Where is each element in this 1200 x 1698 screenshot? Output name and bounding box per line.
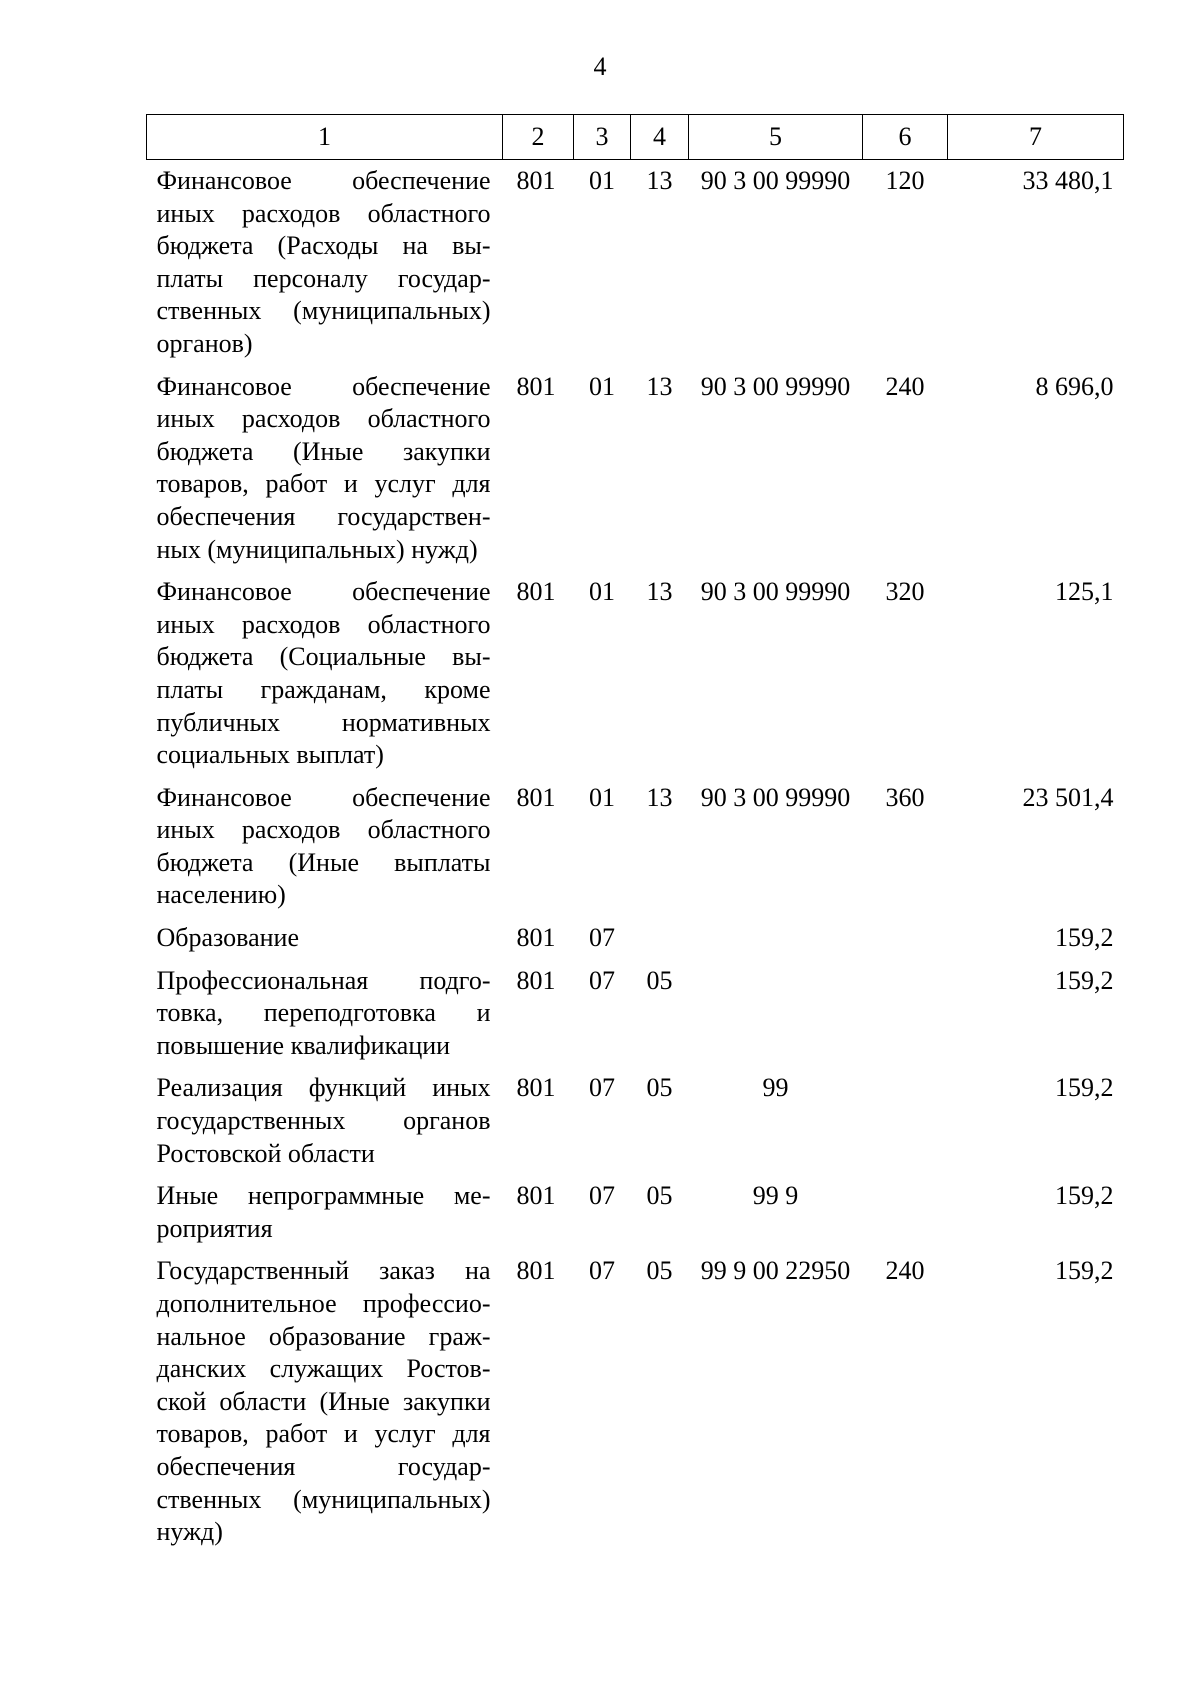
table-row	[147, 366, 1124, 572]
row-target-code	[689, 960, 863, 1068]
row-ministry-code: 801	[516, 577, 556, 607]
row-expense-type: 320	[885, 577, 925, 607]
row-section-code: 01	[589, 577, 615, 607]
row-subsection-code: 05	[646, 965, 673, 995]
table-row	[147, 917, 1124, 960]
table-row	[147, 777, 1124, 917]
row-section-code: 07	[589, 923, 615, 953]
table-row	[147, 960, 1124, 1068]
row-section-code: 01	[589, 782, 615, 812]
header-col-3: 3	[574, 115, 631, 160]
row-subsection-code: 13	[646, 577, 673, 607]
row-ministry-code: 801	[516, 1073, 556, 1103]
header-col-2: 2	[503, 115, 574, 160]
row-target-code: 90 3 00 99990	[700, 782, 851, 812]
table-row	[147, 1067, 1124, 1175]
table-row	[147, 571, 1124, 777]
row-name: Финансовое обеспечение иных расходов областного бюджета (Иные закупки товаров, работ и услуг для обеспечения государственных (муниципальных) нужд)	[156, 371, 491, 564]
row-ministry-code: 801	[516, 166, 556, 195]
row-amount: 8 696,0	[1035, 371, 1114, 401]
header-col-4: 4	[631, 115, 689, 160]
row-amount: 159,2	[1055, 1181, 1114, 1211]
row-name: Профессиональная подготовка, переподготовка и повышение квалификации	[156, 965, 491, 1060]
row-target-code	[689, 917, 863, 960]
row-target-code: 90 3 00 99990	[700, 371, 851, 401]
row-name: Государственный заказ на дополнительное профессиональное образование гражданских служащих Ростовской области (Иные закупки товаров, работ и услуг для обеспечения государственных (муниципальных) нужд)	[156, 1256, 491, 1547]
row-subsection-code: 05	[646, 1256, 673, 1286]
row-name: Иные непрограммные мероприятия	[156, 1181, 491, 1243]
row-ministry-code: 801	[516, 965, 556, 995]
row-ministry-code: 801	[516, 371, 556, 401]
row-section-code: 01	[589, 166, 615, 195]
row-expense-type: 240	[885, 1256, 925, 1286]
row-name: Финансовое обеспечение иных расходов областного бюджета (Иные выплаты населению)	[156, 782, 491, 910]
row-expense-type	[863, 917, 948, 960]
row-ministry-code: 801	[516, 923, 556, 953]
row-target-code: 90 3 00 99990	[700, 577, 851, 607]
row-section-code: 07	[589, 1256, 615, 1286]
header-col-6: 6	[863, 115, 948, 160]
row-amount: 159,2	[1055, 965, 1114, 995]
table-row	[147, 1175, 1124, 1250]
row-expense-type: 360	[885, 782, 925, 812]
row-expense-type	[863, 1175, 948, 1250]
header-row	[147, 115, 1124, 160]
table-body	[147, 160, 1124, 1554]
row-target-code: 99	[762, 1073, 789, 1103]
table-row	[147, 1250, 1124, 1553]
row-amount: 125,1	[1055, 577, 1114, 607]
budget-table	[146, 114, 1124, 1554]
row-expense-type: 120	[885, 166, 925, 195]
row-subsection-code: 05	[646, 1073, 673, 1103]
row-amount: 33 480,1	[1022, 166, 1114, 195]
row-subsection-code: 05	[646, 1181, 673, 1211]
row-target-code: 99 9 00 22950	[700, 1256, 851, 1286]
table-header	[147, 115, 1124, 160]
row-name: Финансовое обеспечение иных расходов областного бюджета (Социальные выплаты гражданам, кроме публичных нормативных социальных выплат)	[156, 577, 491, 770]
row-name: Реализация функций иных государственных органов Ростовской области	[156, 1073, 491, 1168]
row-expense-type: 240	[885, 371, 925, 401]
row-section-code: 07	[589, 965, 615, 995]
row-amount: 23 501,4	[1022, 782, 1114, 812]
row-expense-type	[863, 960, 948, 1068]
page-number: 4	[593, 52, 607, 81]
row-subsection-code: 13	[646, 371, 673, 401]
header-col-7: 7	[948, 115, 1124, 160]
row-amount: 159,2	[1055, 1256, 1114, 1286]
row-ministry-code: 801	[516, 1181, 556, 1211]
row-expense-type	[863, 1067, 948, 1175]
row-target-code: 99 9	[752, 1181, 799, 1211]
row-section-code: 01	[589, 371, 615, 401]
row-subsection-code: 13	[646, 166, 673, 195]
row-subsection-code: 13	[646, 782, 673, 812]
header-col-1: 1	[147, 115, 503, 160]
table-row	[147, 160, 1124, 366]
row-ministry-code: 801	[516, 782, 556, 812]
row-name: Образование	[156, 923, 300, 953]
row-ministry-code: 801	[516, 1256, 556, 1286]
row-amount: 159,2	[1055, 923, 1114, 953]
row-target-code: 90 3 00 99990	[700, 166, 851, 195]
row-section-code: 07	[589, 1073, 615, 1103]
row-section-code: 07	[589, 1181, 615, 1211]
header-col-5: 5	[689, 115, 863, 160]
row-subsection-code	[631, 917, 689, 960]
row-amount: 159,2	[1055, 1073, 1114, 1103]
row-name: Финансовое обеспечение иных расходов областного бюджета (Расходы на выплаты персоналу государственных (муниципальных) органов)	[156, 166, 491, 358]
